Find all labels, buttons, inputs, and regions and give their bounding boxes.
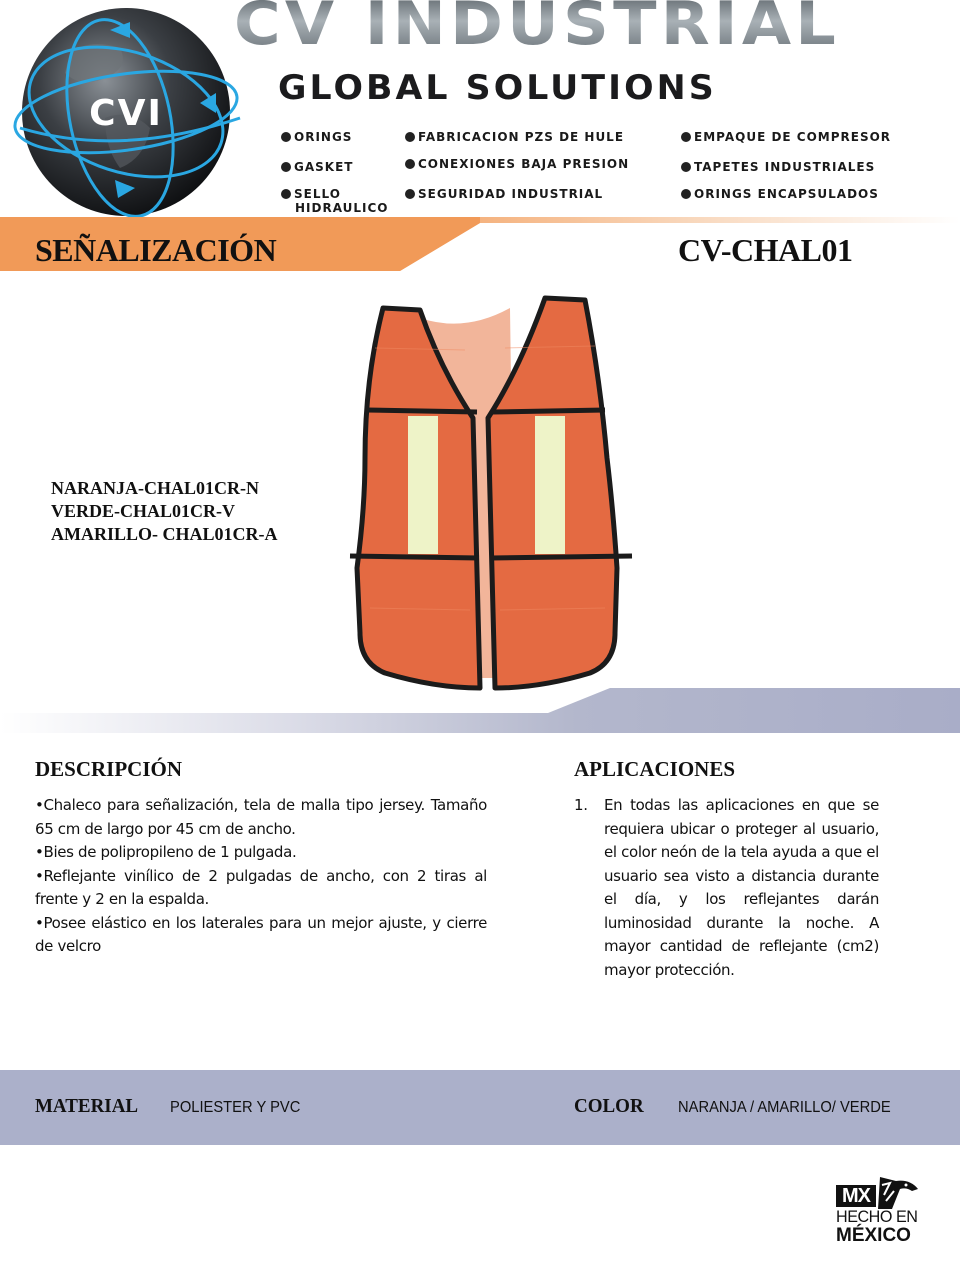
service-item: EMPAQUE DE COMPRESOR [681, 130, 891, 144]
color-label: COLOR [574, 1095, 644, 1117]
bullet-icon [681, 189, 691, 199]
variant-code: AMARILLO- CHAL01CR-A [51, 524, 278, 544]
color-value: NARANJA / AMARILLO/ VERDE [678, 1099, 891, 1116]
variant-codes [51, 477, 278, 546]
section-divider-band [0, 683, 960, 735]
brand-title: CV INDUSTRIAL [234, 0, 960, 54]
service-item: SEGURIDAD INDUSTRIAL [405, 187, 603, 201]
bullet-icon [681, 162, 691, 172]
application-number: 1. [574, 796, 588, 814]
applications-heading: APLICACIONES [574, 757, 736, 781]
bullet-icon [405, 132, 415, 142]
variant-code: NARANJA-CHAL01CR-N [51, 478, 259, 498]
service-item: FABRICACION PZS DE HULE [405, 130, 624, 144]
variant-code: VERDE-CHAL01CR-V [51, 501, 235, 521]
service-item: GASKET [281, 160, 353, 174]
material-label: MATERIAL [35, 1095, 139, 1117]
service-item: SELLO [281, 187, 341, 201]
description-paragraph: •Posee elástico en los laterales para un mejor ajuste, y cierre de velcro [35, 913, 487, 955]
product-code: CV-CHAL01 [678, 232, 853, 268]
bullet-icon [281, 132, 291, 142]
hecho-en-text: HECHO EN [836, 1207, 918, 1226]
description-paragraph: •Bies de polipropileno de 1 pulgada. [35, 843, 297, 861]
material-value: POLIESTER Y PVC [170, 1099, 301, 1116]
services-list [0, 0, 960, 220]
hecho-en-mexico-badge [834, 1175, 922, 1247]
safety-vest-image [345, 288, 637, 693]
service-item: CONEXIONES BAJA PRESION [405, 157, 629, 171]
mexico-text: MÉXICO [836, 1225, 911, 1246]
eagle-icon [876, 1175, 920, 1209]
service-item: ORINGS [281, 130, 352, 144]
description-paragraph: •Chaleco para señalización, tela de malla tipo jersey. Tamaño 65 cm de largo por 45 cm de ancho. [35, 796, 487, 838]
brand-subtitle: GLOBAL SOLUTIONS [278, 68, 717, 108]
logo-text: CVI [89, 93, 163, 134]
service-item: HIDRAULICO [295, 201, 389, 215]
mx-label: MX [836, 1185, 876, 1207]
bullet-icon [405, 189, 415, 199]
description-body [35, 794, 487, 959]
description-heading: DESCRIPCIÓN [35, 757, 183, 781]
bullet-icon [681, 132, 691, 142]
bullet-icon [405, 159, 415, 169]
service-item: TAPETES INDUSTRIALES [681, 160, 875, 174]
service-item: ORINGS ENCAPSULADOS [681, 187, 879, 201]
category-title: SEÑALIZACIÓN [35, 232, 277, 268]
bullet-icon [281, 189, 291, 199]
description-paragraph: •Reflejante vinílico de 2 pulgadas de ancho, con 2 tiras al frente y 2 en la espalda. [35, 866, 487, 908]
application-item [574, 794, 879, 982]
application-text: En todas las aplicaciones en que se requiera ubicar o proteger al usuario, el color neón de la tela ayuda a que el usuario sea visto a distancia durante el día, y los reflejantes darán luminosidad durante la noche. A mayor cantidad de reflejante (cm2) mayor protección. [604, 796, 879, 979]
bullet-icon [281, 162, 291, 172]
applications-list [574, 794, 879, 982]
